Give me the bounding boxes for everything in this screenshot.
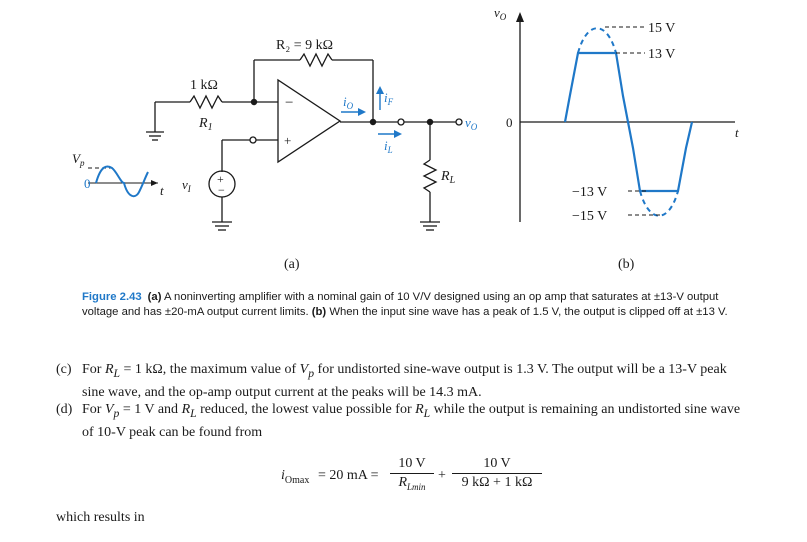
equation-lhs: $i_{Omax}$ <box>281 468 310 486</box>
opamp-plus-sign: + <box>284 133 292 148</box>
figure-caption <box>82 290 732 319</box>
label-b: (b) <box>618 257 635 272</box>
waveform-zero-label: 0 <box>506 115 513 130</box>
op-amp <box>278 80 340 162</box>
if-label: $i_F$ <box>384 90 394 107</box>
level-minus13v-label: −13 V <box>572 185 608 200</box>
resistor-r2 <box>300 54 332 66</box>
item-d-text: For $V_p = 1$ V and $R_L$ reduced, the lowest value possible for $R_L$ while the output is remaining an undistorted sine wave of 10-V peak can be found from <box>82 402 741 440</box>
source-minus: − <box>218 183 225 197</box>
opamp-minus-sign: − <box>285 95 294 111</box>
level-13v-label: 13 V <box>648 47 676 62</box>
vo-output-label: $v_O$ <box>465 115 478 132</box>
fraction-1-denominator: $R_{Lmin}$ <box>398 475 426 492</box>
equation-plus: + <box>438 468 446 483</box>
input-sine-wave <box>96 167 148 197</box>
r2-label: R₂ = 9 kΩ <box>276 38 334 53</box>
label-a: (a) <box>284 257 300 272</box>
fraction-2-numerator: 10 V <box>452 456 542 474</box>
level-15v-label: 15 V <box>648 21 676 36</box>
fraction-2-denominator: 9 kΩ + 1 kΩ <box>461 475 533 490</box>
caption-part-b-text: When the input sine wave has a peak of 1.5 V, the output is clipped off at ±13 V. <box>329 305 728 318</box>
caption-part-a-text: A noninverting amplifier with a nominal gain of 10 V/V designed using an op amp that saturates at ±13-V output voltage and has ±20-mA output current limits. <box>82 291 719 318</box>
source-plus: + <box>217 172 224 186</box>
r1-name-label: $R_1$ <box>199 116 213 133</box>
unclipped-sine-dashed <box>578 28 616 53</box>
il-label: $i_L$ <box>384 138 393 155</box>
fraction-2 <box>452 456 542 491</box>
vo-axis-label: $v_O$ <box>494 5 507 22</box>
waveform-t-label: t <box>735 125 739 140</box>
list-item-d <box>56 400 746 440</box>
rl-label: $R_L$ <box>441 169 456 186</box>
equation <box>0 452 807 502</box>
resistor-r1 <box>190 96 222 108</box>
item-c-text: For $R_L = 1$ kΩ, the maximum value of $V_p$ for undistorted sine-wave output is 1.3 V. The output will be a 13-V peak sine wave, and the op-amp output current at the peaks will be 14.3 mA. <box>82 362 727 400</box>
fraction-1-numerator: 10 V <box>390 456 434 474</box>
current-arrows <box>341 86 402 138</box>
caption-part-a-tag: (a) <box>147 291 162 303</box>
caption-figure-number: Figure 2.43 <box>82 291 142 303</box>
fraction-1 <box>390 456 434 492</box>
item-d-tag: (d) <box>56 402 73 417</box>
item-c-tag: (c) <box>56 362 72 377</box>
level-minus15v-label: −15 V <box>572 209 608 224</box>
input-t-label: t <box>160 183 164 198</box>
r1-value-label: 1 kΩ <box>190 78 218 93</box>
closing-text: which results in <box>56 510 145 525</box>
circuit-diagram <box>88 54 462 230</box>
output-waveform-plot <box>516 12 735 222</box>
caption-part-b-tag: (b) <box>311 305 327 318</box>
vi-label: $v_I$ <box>182 177 191 194</box>
vp-label: $V_p$ <box>72 151 85 168</box>
io-label: $i_O$ <box>343 94 354 111</box>
input-zero-label: 0 <box>84 176 91 191</box>
resistor-rl <box>424 160 436 192</box>
equation-equals: = 20 mA = <box>318 468 379 483</box>
list-item-c <box>56 360 746 400</box>
